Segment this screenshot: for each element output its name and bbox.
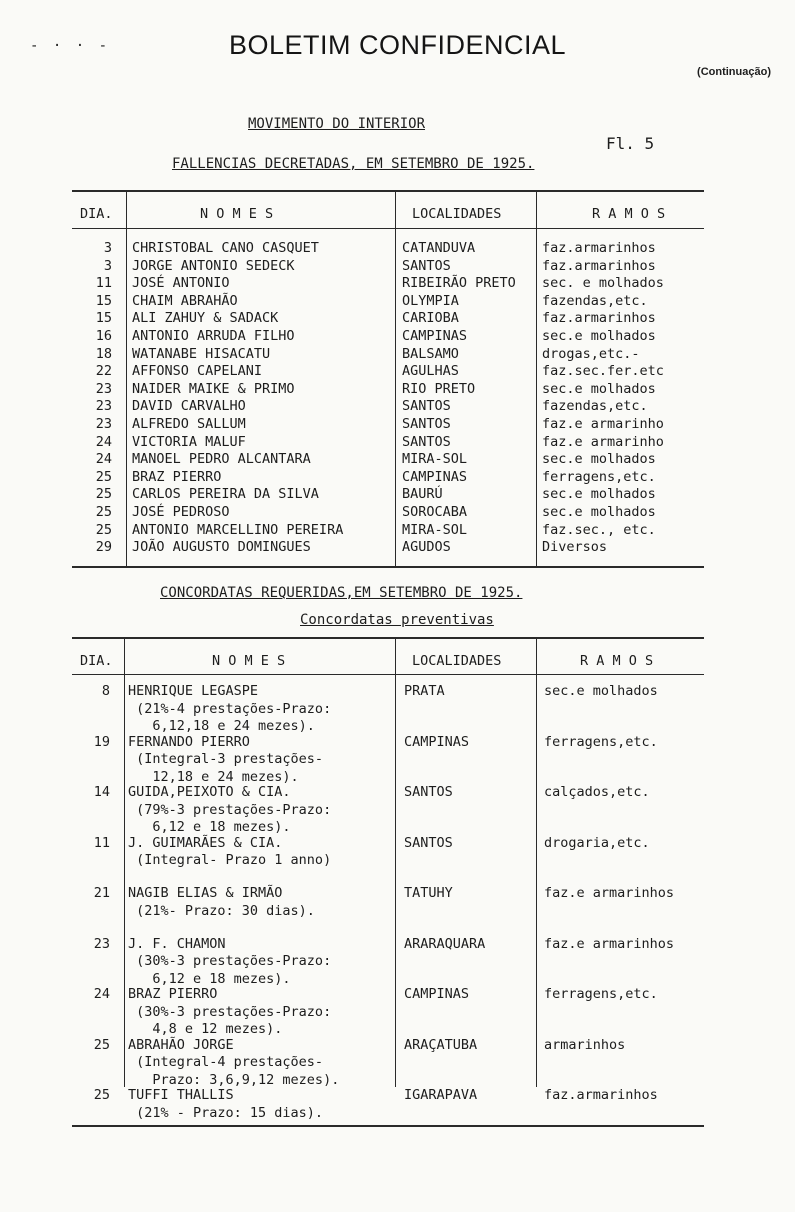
name-cell: NAIDER MAIKE & PRIMO [132,380,295,397]
branch-cell: drogaria,etc. [544,834,650,851]
locality-cell: CAMPINAS [402,468,468,485]
locality-cell: BAURÚ [402,486,443,503]
name-cell: NAGIB ELIAS & IRMÃO (21%- Prazo: 30 dias). [128,885,315,919]
name-cell: WATANABE HISACATU [132,345,271,362]
locality-cell: CAMPINAS [404,733,470,750]
locality-cell: IGARAPAVA [404,1087,478,1103]
table-header-row [72,192,704,229]
column-header-branches: R A M O S [592,206,666,222]
concordatas-subheading: Concordatas preventivas [300,612,494,628]
branch-cell: drogas,etc.- [542,345,640,362]
locality-cell: BALSAMO [402,345,459,362]
locality-cell: SANTOS [402,433,451,450]
locality-cell: SANTOS [402,416,451,432]
day-cell: 16 [95,328,112,344]
branch-cell: faz.sec.fer.etc [542,363,664,380]
branch-cell: Diversos [542,539,608,556]
fallencias-table [72,190,704,568]
locality-cell: ARARAQUARA [404,935,486,952]
continuation-note: (Continuação) [697,66,771,78]
branch-cell: sec.e molhados [544,683,658,699]
name-cell: DAVID CARVALHO [132,398,246,415]
day-cell: 21 [93,885,110,901]
page-mark: - · · - [30,38,111,54]
day-cell: 23 [93,935,110,952]
name-cell: ANTONIO ARRUDA FILHO [132,328,295,344]
name-cell: FERNANDO PIERRO (Integral-3 prestações- 12,18 e 24 mezes). [128,733,324,785]
page-title: BOLETIM CONFIDENCIAL [228,30,567,60]
day-cell: 8 [101,683,110,699]
name-cell: ABRAHÃO JORGE (Integral-4 prestações- Prazo: 3,6,9,12 mezes). [128,1036,340,1088]
branch-cell: faz.e armarinho [542,433,664,450]
locality-cell: AGUDOS [402,539,451,556]
locality-cell: AGULHAS [402,363,459,380]
concordatas-heading: CONCORDATAS REQUERIDAS,EM SETEMBRO DE 1925. [160,585,523,601]
locality-cell: SANTOS [404,784,453,800]
name-cell: ANTONIO MARCELLINO PEREIRA [132,521,344,538]
locality-cell: SANTOS [402,398,451,415]
locality-cell: RIO PRETO [402,380,476,397]
branch-cell: faz.armarinhos [542,240,656,256]
day-cell: 19 [93,733,110,750]
branch-cell: ferragens,etc. [542,468,656,485]
name-cell: MANOEL PEDRO ALCANTARA [132,451,311,468]
branch-cell: faz.e armarinho [542,416,664,432]
day-cell: 3 [103,257,112,274]
day-cell: 29 [95,539,112,556]
name-cell: BRAZ PIERRO [132,468,222,485]
day-cell: 3 [103,240,112,256]
column-divider [536,192,537,566]
column-divider [395,639,396,1087]
branch-cell: faz.sec., etc. [542,521,656,538]
column-divider [124,639,125,1087]
branch-cell: sec. e molhados [542,275,664,292]
day-cell: 23 [95,398,112,415]
branch-cell: faz.e armarinhos [544,935,675,952]
locality-cell: CATANDUVA [402,240,476,256]
column-header-names: N O M E S [212,653,286,669]
day-cell: 11 [95,275,112,292]
name-cell: BRAZ PIERRO (30%-3 prestações-Prazo: 4,8 e 12 mezes). [128,986,332,1038]
concordatas-table [72,637,704,1127]
locality-cell: RIBEIRÃO PRETO [402,275,516,292]
column-divider [126,192,127,566]
day-cell: 15 [95,310,112,327]
name-cell: JOSÉ PEDROSO [132,504,230,520]
name-cell: J. F. CHAMON (30%-3 prestações-Prazo: 6,12 e 18 mezes). [128,935,332,987]
branch-cell: ferragens,etc. [544,986,658,1002]
day-cell: 15 [95,292,112,309]
day-cell: 24 [93,986,110,1002]
table-header-row [72,639,704,675]
name-cell: GUIDA,PEIXOTO & CIA. (79%-3 prestações-Prazo: 6,12 e 18 mezes). [128,784,332,836]
column-header-places: LOCALIDADES [412,206,502,222]
branch-cell: sec.e molhados [542,451,656,468]
branch-cell: fazendas,etc. [542,398,648,415]
name-cell: HENRIQUE LEGASPE (21%-4 prestações-Prazo: 6,12,18 e 24 mezes). [128,683,332,735]
day-cell: 23 [95,416,112,432]
branch-cell: fazendas,etc. [542,292,648,309]
day-cell: 25 [95,504,112,520]
branch-cell: sec.e molhados [542,504,656,520]
day-cell: 25 [95,486,112,503]
locality-cell: MIRA-SOL [402,521,468,538]
name-cell: TUFFI THALLIS (21% - Prazo: 15 dias). [128,1087,324,1121]
locality-cell: TATUHY [404,885,453,901]
folio-number: Fl. 5 [606,134,655,153]
branch-cell: faz.e armarinhos [544,885,675,901]
day-cell: 22 [95,363,112,380]
day-cell: 14 [93,784,110,800]
branch-cell: faz.armarinhos [542,310,656,327]
locality-cell: SANTOS [404,834,453,851]
day-cell: 25 [93,1087,110,1103]
column-header-day: DIA. [80,206,113,222]
day-cell: 24 [95,451,112,468]
column-header-places: LOCALIDADES [412,653,502,669]
section-heading: MOVIMENTO DO INTERIOR [248,116,426,132]
locality-cell: CARIOBA [402,310,459,327]
name-cell: J. GUIMARÃES & CIA. (Integral- Prazo 1 anno) [128,834,332,869]
locality-cell: CAMPINAS [404,986,470,1002]
locality-cell: OLYMPIA [402,292,459,309]
branch-cell: sec.e molhados [542,380,656,397]
name-cell: VICTORIA MALUF [132,433,246,450]
name-cell: ALFREDO SALLUM [132,416,246,432]
name-cell: JOÃO AUGUSTO DOMINGUES [132,539,311,556]
branch-cell: calçados,etc. [544,784,650,800]
branch-cell: sec.e molhados [542,486,656,503]
column-header-branches: R A M O S [580,653,654,669]
locality-cell: PRATA [404,683,445,699]
column-divider [395,192,396,566]
column-divider [536,639,537,1087]
day-cell: 25 [95,468,112,485]
day-cell: 18 [95,345,112,362]
locality-cell: MIRA-SOL [402,451,468,468]
locality-cell: SOROCABA [402,504,468,520]
column-header-day: DIA. [80,653,113,669]
name-cell: JORGE ANTONIO SEDECK [132,257,295,274]
branch-cell: ferragens,etc. [544,733,658,750]
branch-cell: faz.armarinhos [542,257,656,274]
name-cell: CHRISTOBAL CANO CASQUET [132,240,319,256]
branch-cell: faz.armarinhos [544,1087,658,1103]
day-cell: 24 [95,433,112,450]
column-header-names: N O M E S [200,206,274,222]
day-cell: 25 [95,521,112,538]
day-cell: 25 [93,1036,110,1053]
name-cell: JOSÉ ANTONIO [132,275,230,292]
locality-cell: CAMPINAS [402,328,468,344]
fallencias-heading: FALLENCIAS DECRETADAS, EM SETEMBRO DE 1925. [172,156,535,172]
day-cell: 11 [93,834,110,851]
day-cell: 23 [95,380,112,397]
locality-cell: SANTOS [402,257,451,274]
name-cell: CARLOS PEREIRA DA SILVA [132,486,319,503]
name-cell: CHAIM ABRAHÃO [132,292,238,309]
name-cell: AFFONSO CAPELANI [132,363,263,380]
branch-cell: armarinhos [544,1036,626,1053]
locality-cell: ARAÇATUBA [404,1036,478,1053]
name-cell: ALI ZAHUY & SADACK [132,310,279,327]
branch-cell: sec.e molhados [542,328,656,344]
